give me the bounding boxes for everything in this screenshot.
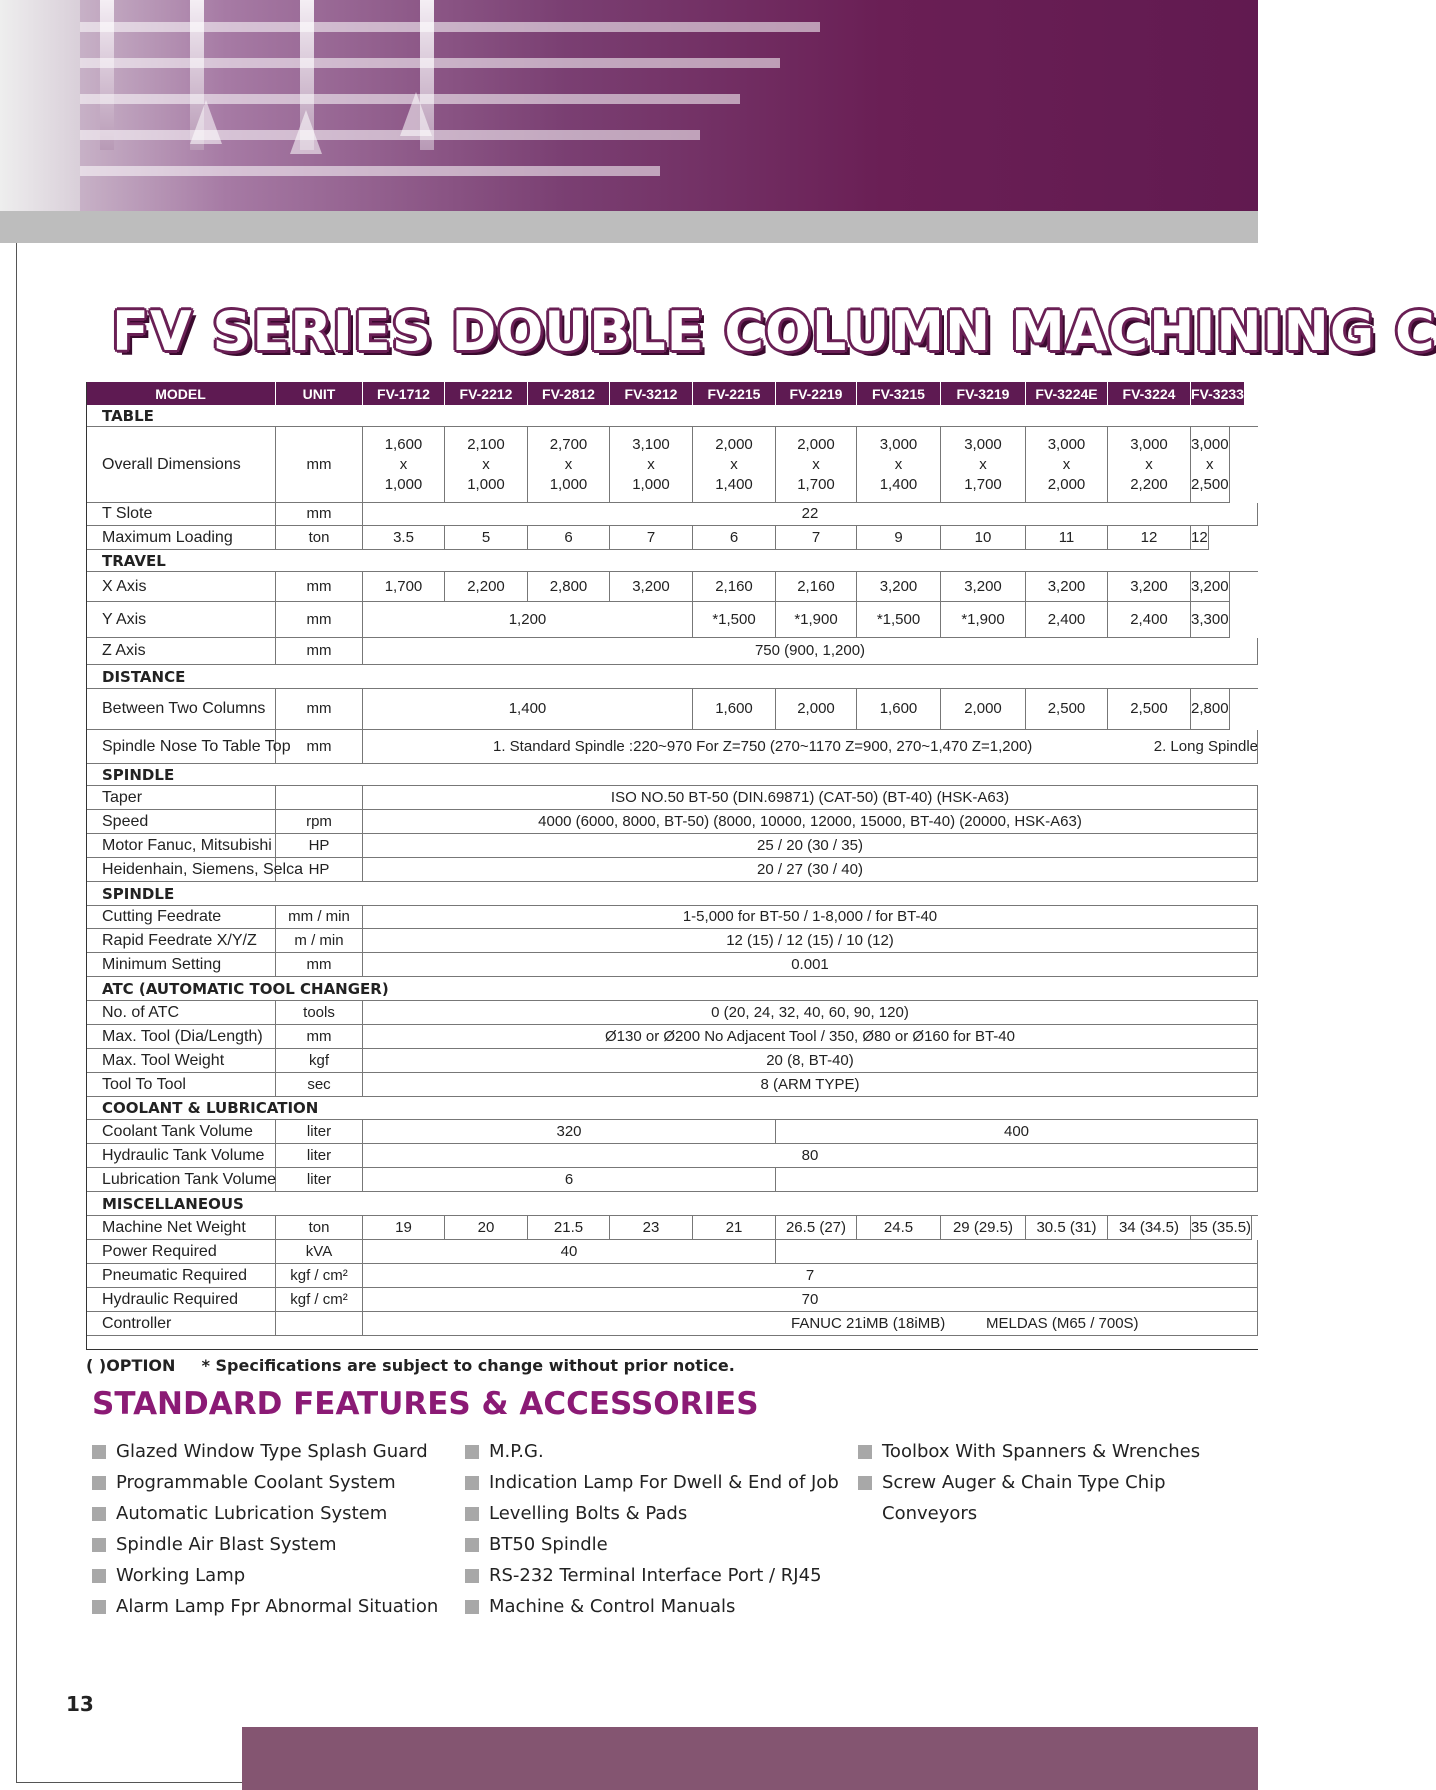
spec-value-cell: 23 [610, 1216, 693, 1240]
spec-value-cell: 1,600 [857, 689, 941, 730]
feature-item: Screw Auger & Chain Type Chip [858, 1467, 1200, 1498]
spec-value-cell: 400 [776, 1120, 1258, 1144]
square-bullet-icon [465, 1507, 479, 1521]
disclaimer-text: * Specifications are subject to change without prior notice. [201, 1356, 735, 1375]
spec-value-cell: 25 / 20 (30 / 35) [363, 834, 1258, 858]
features-column-1 [92, 1436, 438, 1622]
feature-item-continuation: Conveyors [882, 1503, 978, 1524]
spec-value-cell: 3,000 x 1,400 [857, 427, 941, 503]
spec-value-cell: 6 [528, 526, 610, 550]
row-unit: HP [276, 858, 363, 882]
spec-value-cell: 12 (15) / 12 (15) / 10 (12) [363, 929, 1258, 953]
spec-value-cell: 20 (8, BT-40) [363, 1049, 1258, 1073]
spec-value-cell: 12 [1191, 526, 1209, 550]
page-frame-line [16, 1782, 242, 1783]
row-label: Minimum Setting [86, 953, 276, 977]
banner-left-panel [0, 0, 80, 211]
section-heading: SPINDLE [86, 882, 1258, 906]
spec-value-cell: 3,300 [1191, 602, 1230, 638]
row-unit: mm [276, 602, 363, 638]
feature-item: Alarm Lamp Fpr Abnormal Situation [92, 1591, 438, 1622]
row-label: Rapid Feedrate X/Y/Z [86, 929, 276, 953]
spec-value-cell: 24.5 [857, 1216, 941, 1240]
spec-value-cell: 4000 (6000, 8000, BT-50) (8000, 10000, 12000, 15000, BT-40) (20000, HSK-A63) [363, 810, 1258, 834]
banner-stripe [60, 22, 820, 32]
feature-item: Programmable Coolant System [92, 1467, 438, 1498]
spec-value-cell: 1,400 [363, 689, 693, 730]
unit-column-header: UNIT [276, 382, 363, 405]
spec-value-cell: 3,000 x 2,500 [1191, 427, 1230, 503]
spec-value-cell: 8 (ARM TYPE) [363, 1073, 1258, 1097]
spec-value-cell: 2,800 [528, 572, 610, 602]
spec-value-cell: 1,600 [693, 689, 776, 730]
spec-value-cell: 1,600 x 1,000 [363, 427, 445, 503]
spec-value-cell: 80 [363, 1144, 1258, 1168]
page-title: FV SERIES DOUBLE COLUMN MACHINING C [112, 300, 1436, 363]
row-unit: kgf / cm² [276, 1264, 363, 1288]
features-column-3 [858, 1436, 1200, 1529]
spec-value-cell: *1,900 [776, 602, 857, 638]
spec-value-cell: 3.5 [363, 526, 445, 550]
grey-divider-bar [0, 211, 1258, 243]
row-unit: liter [276, 1144, 363, 1168]
model-header-cell: FV-2215 [693, 382, 776, 405]
square-bullet-icon [92, 1445, 106, 1459]
spec-value-cell: Ø130 or Ø200 No Adjacent Tool / 350, Ø80 or Ø160 for BT-40 [363, 1025, 1258, 1049]
spec-value-cell: 21 [693, 1216, 776, 1240]
row-label: Spindle Nose To Table Top [86, 730, 276, 764]
spec-value-cell: 3,000 x 1,700 [941, 427, 1026, 503]
spec-value-cell: 3,100 x 1,000 [610, 427, 693, 503]
spec-value-cell: *1,500 [693, 602, 776, 638]
spec-value-cell: 10 [941, 526, 1026, 550]
row-label: Cutting Feedrate [86, 906, 276, 929]
row-label: Y Axis [86, 602, 276, 638]
footer-bar [242, 1727, 1258, 1790]
square-bullet-icon [92, 1600, 106, 1614]
row-unit: mm [276, 730, 363, 764]
square-bullet-icon [92, 1476, 106, 1490]
page-number: 13 [66, 1692, 94, 1716]
row-label: Lubrication Tank Volume [86, 1168, 276, 1192]
row-unit: kgf [276, 1049, 363, 1073]
model-header-cell: FV-2812 [528, 382, 610, 405]
row-label: Z Axis [86, 638, 276, 665]
model-header-cell: FV-1712 [363, 382, 445, 405]
row-unit: mm [276, 638, 363, 665]
square-bullet-icon [465, 1538, 479, 1552]
model-header-cell: FV-3224E [1026, 382, 1108, 405]
spec-value-cell: 1. Standard Spindle :220~970 For Z=750 (270~1170 Z=900, 270~1,470 Z=1,200) [363, 730, 1258, 764]
spec-value-cell: 2,500 [1108, 689, 1191, 730]
spec-value-cell: 3,200 [1026, 572, 1108, 602]
spec-value-cell: 2. Long Spindle [1153, 738, 1258, 755]
square-bullet-icon [465, 1445, 479, 1459]
row-label: Controller [86, 1312, 276, 1336]
feature-item: Indication Lamp For Dwell & End of Job [465, 1467, 839, 1498]
spec-value-cell: 0.001 [363, 953, 1258, 977]
square-bullet-icon [92, 1507, 106, 1521]
spec-value-cell [776, 1168, 1258, 1192]
feature-item: Spindle Air Blast System [92, 1529, 438, 1560]
spec-value-cell: 7 [363, 1264, 1258, 1288]
spec-value-cell: 30.5 (31) [1026, 1216, 1108, 1240]
spec-value-cell: 29 (29.5) [941, 1216, 1026, 1240]
spec-value-cell [776, 1240, 1258, 1264]
spec-value-cell: 2,000 x 1,700 [776, 427, 857, 503]
row-unit: liter [276, 1168, 363, 1192]
row-label: Hydraulic Tank Volume [86, 1144, 276, 1168]
row-unit: tools [276, 1001, 363, 1025]
banner-stripe [60, 94, 740, 104]
square-bullet-icon [92, 1538, 106, 1552]
section-heading: MISCELLANEOUS [86, 1192, 1258, 1216]
row-unit: m / min [276, 929, 363, 953]
spec-value-cell: 70 [363, 1288, 1258, 1312]
spec-value-cell: 9 [857, 526, 941, 550]
row-unit: sec [276, 1073, 363, 1097]
feature-item: Machine & Control Manuals [465, 1591, 839, 1622]
spec-value-cell: 2,200 [445, 572, 528, 602]
row-unit: kVA [276, 1240, 363, 1264]
spec-value-cell: 1,700 [363, 572, 445, 602]
section-heading: SPINDLE [86, 764, 1258, 786]
spec-value-cell: 6 [693, 526, 776, 550]
spec-value-cell: 2,500 [1026, 689, 1108, 730]
spec-value-cell: 2,800 [1191, 689, 1230, 730]
feature-item: M.P.G. [465, 1436, 839, 1467]
option-note [86, 1356, 735, 1375]
spec-value-cell: 2,000 [776, 689, 857, 730]
row-unit [276, 786, 363, 810]
row-label: Power Required [86, 1240, 276, 1264]
spec-value-cell: 40 [363, 1240, 776, 1264]
row-unit [276, 1312, 363, 1336]
spec-value-cell: 3,200 [941, 572, 1026, 602]
feature-item: Automatic Lubrication System [92, 1498, 438, 1529]
option-label: ( )OPTION [86, 1356, 176, 1375]
section-heading: TABLE [86, 405, 1258, 427]
row-unit: mm / min [276, 906, 363, 929]
model-header-cell: FV-3224 [1108, 382, 1191, 405]
row-unit: mm [276, 427, 363, 503]
spec-value-cell: 2,700 x 1,000 [528, 427, 610, 503]
feature-item: Glazed Window Type Splash Guard [92, 1436, 438, 1467]
model-column-header: MODEL [86, 382, 276, 405]
row-unit: liter [276, 1120, 363, 1144]
spec-value-cell: 320 [363, 1120, 776, 1144]
row-label: No. of ATC [86, 1001, 276, 1025]
spec-value-cell: 3,200 [610, 572, 693, 602]
section-heading: DISTANCE [86, 665, 1258, 689]
row-unit: mm [276, 953, 363, 977]
square-bullet-icon [858, 1445, 872, 1459]
spec-value-cell: 1,200 [363, 602, 693, 638]
spec-value-cell: ISO NO.50 BT-50 (DIN.69871) (CAT-50) (BT-40) (HSK-A63) [363, 786, 1258, 810]
square-bullet-icon [858, 1476, 872, 1490]
feature-item: Working Lamp [92, 1560, 438, 1591]
row-unit: kgf / cm² [276, 1288, 363, 1312]
square-bullet-icon [465, 1476, 479, 1490]
spec-value-cell: 3,000 x 2,200 [1108, 427, 1191, 503]
row-unit: ton [276, 1216, 363, 1240]
section-heading: ATC (AUTOMATIC TOOL CHANGER) [86, 977, 1258, 1001]
spec-value-cell: 5 [445, 526, 528, 550]
spec-value-cell: 1-5,000 for BT-50 / 1-8,000 / for BT-40 [363, 906, 1258, 929]
section-heading: TRAVEL [86, 550, 1258, 572]
spec-value-cell: FANUC 21iMB (18iMB) [363, 1312, 1258, 1336]
spec-value-cell: 2,000 [941, 689, 1026, 730]
spec-value-cell: 2,100 x 1,000 [445, 427, 528, 503]
feature-item: Levelling Bolts & Pads [465, 1498, 839, 1529]
spec-table [86, 382, 1258, 1350]
spec-value-cell: 21.5 [528, 1216, 610, 1240]
spec-value-cell: 34 (34.5) [1108, 1216, 1191, 1240]
model-header-cell: FV-3233 [1191, 382, 1245, 405]
feature-item: RS-232 Terminal Interface Port / RJ45 [465, 1560, 839, 1591]
features-title: STANDARD FEATURES & ACCESSORIES [92, 1386, 759, 1422]
spec-value-cell: 26.5 (27) [776, 1216, 857, 1240]
banner-stripe [60, 58, 780, 68]
row-label: Machine Net Weight [86, 1216, 276, 1240]
spec-value-cell: 20 / 27 (30 / 40) [363, 858, 1258, 882]
spec-value-cell: 2,400 [1026, 602, 1108, 638]
row-label: Tool To Tool [86, 1073, 276, 1097]
row-unit: mm [276, 503, 363, 526]
banner-stripe [60, 166, 660, 176]
spec-value-cell: 3,200 [1191, 572, 1230, 602]
model-header-cell: FV-3215 [857, 382, 941, 405]
row-label: Heidenhain, Siemens, Selca [86, 858, 276, 882]
square-bullet-icon [92, 1569, 106, 1583]
row-label: Speed [86, 810, 276, 834]
features-column-2 [465, 1436, 839, 1622]
spec-value-cell: 6 [363, 1168, 776, 1192]
spec-value-cell: 2,400 [1108, 602, 1191, 638]
feature-item: Toolbox With Spanners & Wrenches [858, 1436, 1200, 1467]
row-label: Overall Dimensions [86, 427, 276, 503]
spec-value-cell: 12 [1108, 526, 1191, 550]
row-label: Max. Tool Weight [86, 1049, 276, 1073]
row-label: T Slote [86, 503, 276, 526]
model-header-cell: FV-2212 [445, 382, 528, 405]
row-label: Taper [86, 786, 276, 810]
row-label: Motor Fanuc, Mitsubishi [86, 834, 276, 858]
spec-value-cell: 22 [363, 503, 1258, 526]
spec-value-cell: 3,200 [1108, 572, 1191, 602]
section-heading: COOLANT & LUBRICATION [86, 1097, 1258, 1120]
spec-value-cell: 19 [363, 1216, 445, 1240]
feature-item: BT50 Spindle [465, 1529, 839, 1560]
row-unit: mm [276, 1025, 363, 1049]
spec-value-cell: 2,160 [693, 572, 776, 602]
row-label: Pneumatic Required [86, 1264, 276, 1288]
row-label: Between Two Columns [86, 689, 276, 730]
row-unit: mm [276, 689, 363, 730]
row-label: Coolant Tank Volume [86, 1120, 276, 1144]
spec-value-cell: *1,500 [857, 602, 941, 638]
spec-value-cell: MELDAS (M65 / 700S) [986, 1315, 1139, 1332]
spec-value-cell: 11 [1026, 526, 1108, 550]
banner-stripe [60, 130, 700, 140]
model-header-cell: FV-3219 [941, 382, 1026, 405]
row-label: X Axis [86, 572, 276, 602]
row-unit: mm [276, 572, 363, 602]
spec-value-cell: 750 (900, 1,200) [363, 638, 1258, 665]
spec-value-cell: 3,200 [857, 572, 941, 602]
spec-value-cell: 2,000 x 1,400 [693, 427, 776, 503]
spec-value-cell: 2,160 [776, 572, 857, 602]
model-header-cell: FV-3212 [610, 382, 693, 405]
spec-value-cell: 7 [610, 526, 693, 550]
header-banner-image [0, 0, 1258, 211]
spec-value-cell: 7 [776, 526, 857, 550]
square-bullet-icon [465, 1600, 479, 1614]
row-unit: HP [276, 834, 363, 858]
spec-value-cell: 0 (20, 24, 32, 40, 60, 90, 120) [363, 1001, 1258, 1025]
row-unit: rpm [276, 810, 363, 834]
spec-value-cell: 35 (35.5) [1191, 1216, 1252, 1240]
model-header-cell: FV-2219 [776, 382, 857, 405]
row-unit: ton [276, 526, 363, 550]
row-label: Max. Tool (Dia/Length) [86, 1025, 276, 1049]
row-label: Hydraulic Required [86, 1288, 276, 1312]
spec-value-cell: 20 [445, 1216, 528, 1240]
square-bullet-icon [465, 1569, 479, 1583]
row-label: Maximum Loading [86, 526, 276, 550]
spec-value-cell: 3,000 x 2,000 [1026, 427, 1108, 503]
page-frame-line [16, 243, 17, 1783]
spec-value-cell: *1,900 [941, 602, 1026, 638]
